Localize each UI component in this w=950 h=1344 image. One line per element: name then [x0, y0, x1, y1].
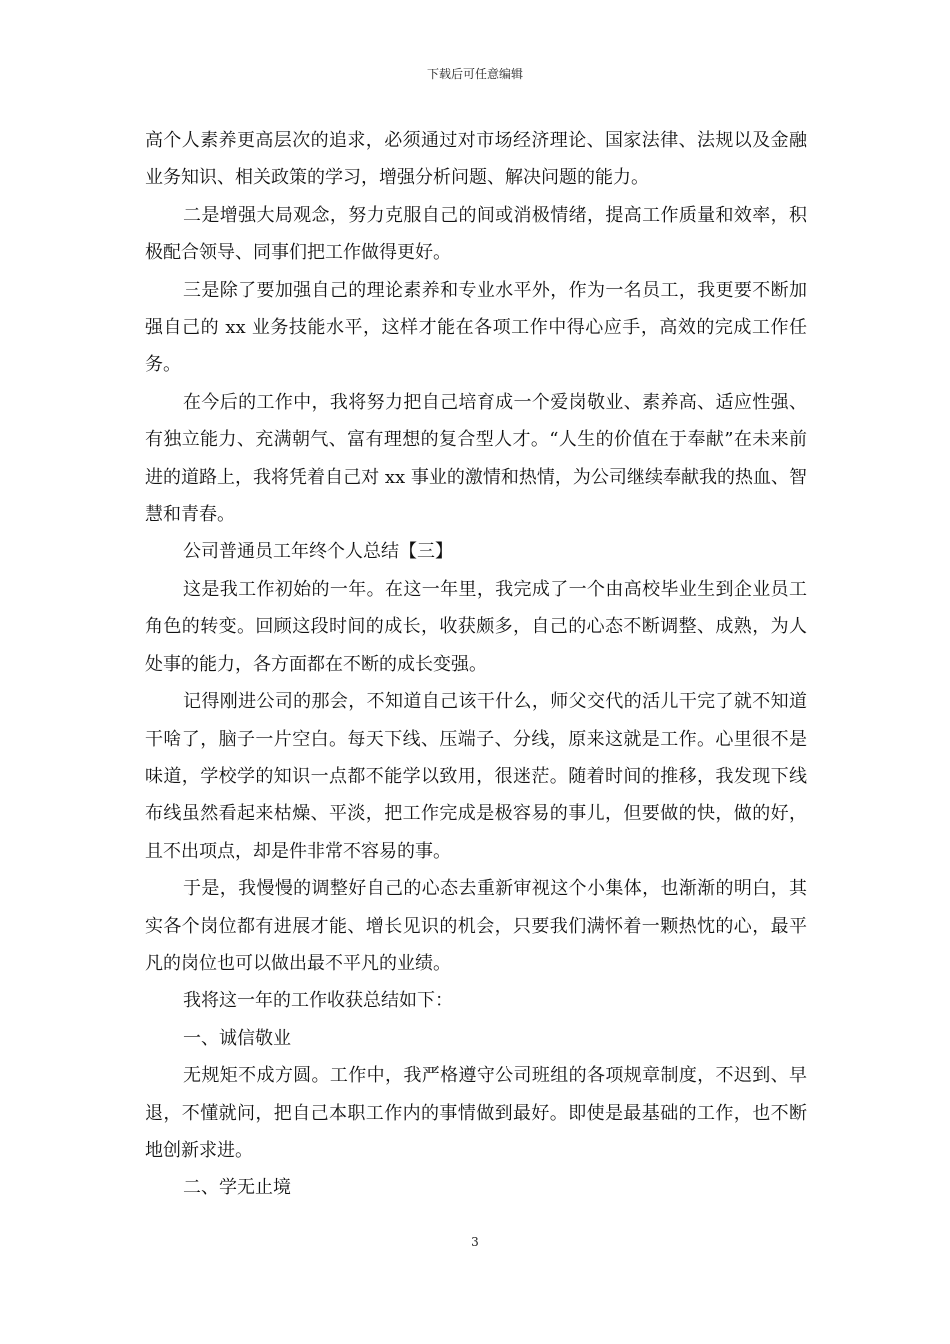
section-heading: 公司普通员工年终个人总结【三】: [183, 541, 453, 563]
paragraph: 无规矩不成方圆。工作中，我严格遵守公司班组的各项规章制度，不迟到、早退，不懂就问，把自己本职工作内的事情做到最好。即使是最基础的工作，也不断地创新求进。: [145, 1065, 807, 1161]
paragraph: 在今后的工作中，我将努力把自己培育成一个爱岗敬业、素养高、适应性强、有独立能力、充满朝气、富有理想的复合型人才。“人生的价值在于奉献”在未来前进的道路上，我将凭着自己对 xx 事业的激情和热情，为公司继续奉献我的热血、智慧和青春。: [145, 391, 807, 526]
paragraph: 于是，我慢慢的调整好自己的心态去重新审视这个小集体，也渐渐的明白，其实各个岗位都有进展才能、增长见识的机会，只要我们满怀着一颗热忱的心，最平凡的岗位也可以做出最不平凡的业绩。: [145, 878, 807, 974]
paragraph: 二是增强大局观念，努力克服自己的间或消极情绪，提高工作质量和效率，积极配合领导、同事们把工作做得更好。: [145, 204, 807, 264]
paragraph: 这是我工作初始的一年。在这一年里，我完成了一个由高校毕业生到企业员工角色的转变。回顾这段时间的成长，收获颇多，自己的心态不断调整、成熟，为人处事的能力，各方面都在不断的成长变强。: [145, 578, 807, 675]
paragraph: 记得刚进公司的那会，不知道自己该干什么，师父交代的活儿干完了就不知道干啥了，脑子一片空白。每天下线、压端子、分线，原来这就是工作。心里很不是味道，学校学的知识一点都不能学以致用，很迷茫。随着时间的推移，我发现下线布线虽然看起来枯燥、平淡，把工作完成是极容易的事儿，但要做的快，做的好，且不出项点，却是件非常不容易的事。: [145, 691, 807, 862]
paragraph: 我将这一年的工作收获总结如下：: [183, 990, 453, 1012]
page-number: 3: [471, 1235, 479, 1249]
paragraph: 三是除了要加强自己的理论素养和专业水平外，作为一名员工，我更要不断加强自己的 xx 业务技能水平，这样才能在各项工作中得心应手，高效的完成工作任务。: [145, 279, 807, 376]
subsection-heading: 二、学无止境: [183, 1177, 291, 1199]
paragraph: 高个人素养更高层次的追求，必须通过对市场经济理论、国家法律、法规以及金融业务知识、相关政策的学习，增强分析问题、解决问题的能力。: [145, 130, 807, 189]
subsection-heading: 一、诚信敬业: [183, 1027, 291, 1049]
document-body: [145, 122, 807, 1207]
page-header: 下载后可任意编辑: [426, 67, 523, 81]
